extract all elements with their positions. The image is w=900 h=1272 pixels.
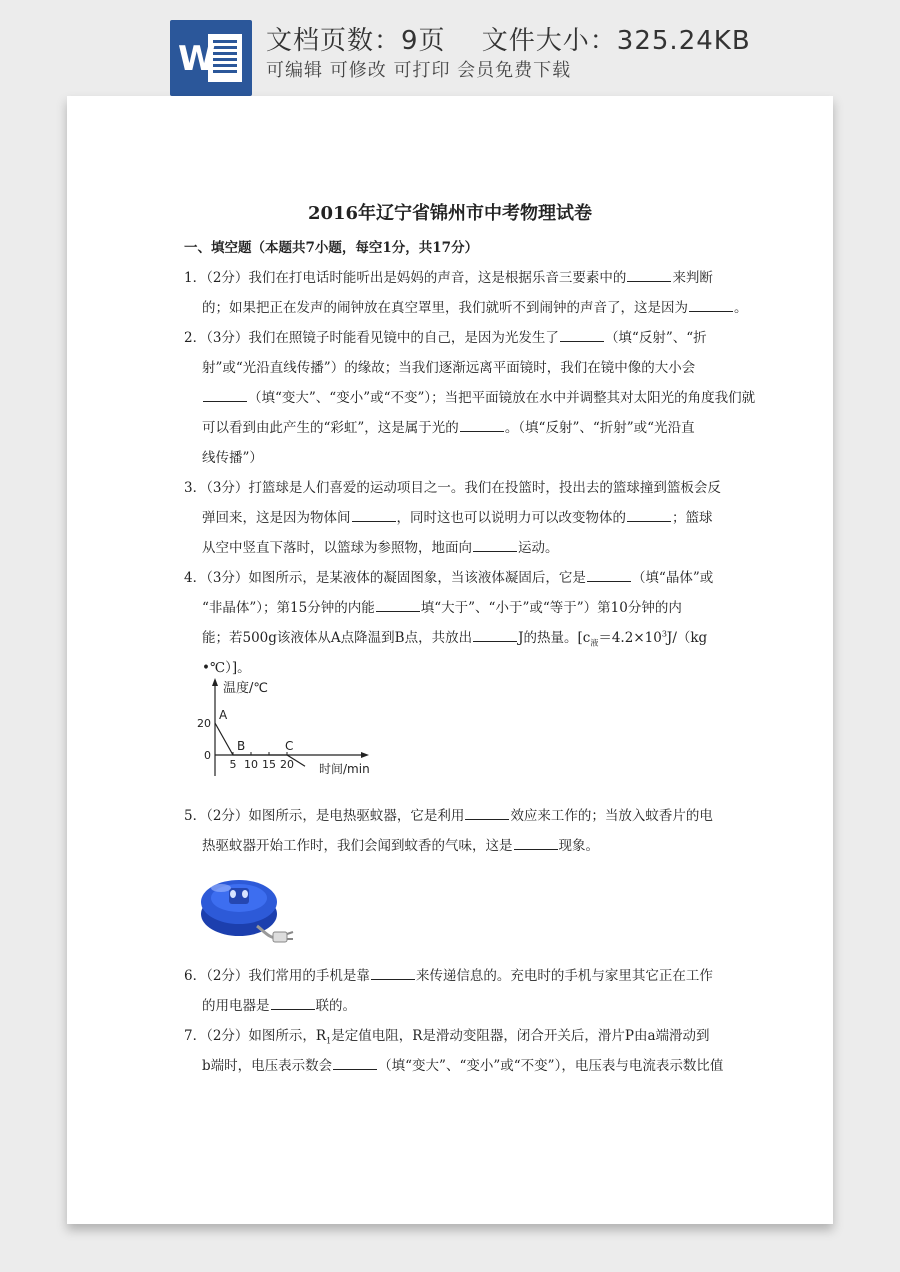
answer-blank[interactable]: [627, 269, 671, 282]
x-tick-label: 15: [262, 758, 276, 771]
question-4-line-2: “非晶体”）；第15分钟的内能 填“大于”、“小于”或“等于”）第10分钟的内: [202, 600, 682, 616]
answer-blank[interactable]: [376, 599, 420, 612]
exam-title: 2016年辽宁省锦州市中考物理试卷: [307, 203, 593, 224]
question-1-line-2: 的；如果把正在发声的闹钟放在真空罩里，我们就听不到闹钟的声音了，这是因为 。: [202, 300, 748, 316]
solidification-chart: [187, 676, 387, 786]
answer-blank[interactable]: [473, 539, 517, 552]
section-heading: 一、填空题（本题共7小题，每空1分，共17分）: [184, 240, 479, 256]
question-2-line-3: （填“变大”、“变小”或“不变”）；当把平面镜放在水中并调整其对太阳光的角度我们就: [202, 386, 755, 406]
answer-blank[interactable]: [627, 509, 671, 522]
question-4: 4．（3分）如图所示，是某液体的凝固图象，当该液体凝固后，它是 （填“晶体”或: [184, 570, 714, 586]
y-tick-label: 20: [197, 717, 211, 730]
document-banner: [0, 0, 900, 96]
question-2-line-2: 射”或“光沿直线传播”）的缘故；当我们逐渐远离平面镜时，我们在镜中像的大小会: [202, 360, 696, 376]
answer-blank[interactable]: [271, 997, 315, 1010]
question-5: 5．（2分）如图所示，是电热驱蚊器，它是利用 效应来工作的；当放入蚊香片的电: [184, 808, 713, 824]
y-axis-arrow: [212, 678, 218, 686]
banner-title: 文档页数：9页 文件大小：325.24KB: [266, 26, 751, 56]
point-label-c: C: [285, 739, 294, 753]
document-page: [67, 96, 833, 1224]
point-label-b: B: [237, 739, 246, 753]
question-1: 1．（2分）我们在打电话时能听出是妈妈的声音，这是根据乐音三要素中的 来判断: [184, 270, 713, 286]
question-6: 6．（2分）我们常用的手机是靠 来传递信息的。充电时的手机与家里其它正在工作: [184, 968, 713, 984]
question-2-line-5: 线传播”）: [202, 450, 263, 466]
answer-blank[interactable]: [587, 569, 631, 582]
question-2-line-4: 可以看到由此产生的“彩虹”，这是属于光的 。（填“反射”、“折射”或“光沿直: [202, 420, 695, 436]
answer-blank[interactable]: [465, 807, 509, 820]
x-axis-arrow: [361, 752, 369, 758]
question-6-line-2: 的用电器是 联的。: [202, 998, 356, 1014]
banner-subtitle: 可编辑 可修改 可打印 会员免费下载: [266, 60, 572, 81]
question-5-line-2: 热驱蚊器开始工作时，我们会闻到蚊香的气味，这是 现象。: [202, 838, 599, 854]
question-2: 2．（3分）我们在照镜子时能看见镜中的自己，是因为光发生了 （填“反射”、“折: [184, 330, 707, 346]
answer-blank[interactable]: [333, 1057, 377, 1070]
answer-blank[interactable]: [352, 509, 396, 522]
answer-blank[interactable]: [460, 419, 504, 432]
x-tick-label: 20: [280, 758, 294, 771]
answer-blank[interactable]: [689, 299, 733, 312]
question-7: 7．（2分）如图所示，$R_1$是定值电阻，R是滑动变阻器，闭合开关后，滑片P由a端滑动到: [184, 1028, 710, 1046]
y-tick-label: 0: [204, 749, 211, 762]
answer-blank[interactable]: [560, 329, 604, 342]
point-label-a: A: [219, 708, 228, 722]
question-4-line-3: 能；若500g该液体从A点降温到B点，共放出 J的热量。[$c_液=4.2\times 10^3J/(kg$: [202, 629, 708, 648]
y-axis-label: 温度/℃: [223, 681, 268, 696]
question-3: 3．（3分）打篮球是人们喜爱的运动项目之一。我们在投篮时，投出去的篮球撞到篮板会反: [184, 480, 721, 496]
question-4-line-4: •℃）]。: [202, 660, 251, 676]
answer-blank[interactable]: [473, 629, 517, 642]
question-3-line-3: 从空中竖直下落时，以篮球为参照物，地面向 运动。: [202, 540, 559, 556]
answer-blank[interactable]: [371, 967, 415, 980]
question-3-line-2: 弹回来，这是因为物体间 ，同时这也可以说明力可以改变物体的 ；篮球: [202, 510, 713, 526]
word-document-icon: W: [170, 20, 252, 96]
x-tick-label: 10: [244, 758, 258, 771]
mosquito-repeller-icon: [199, 868, 295, 952]
answer-blank[interactable]: [514, 837, 558, 850]
x-tick-label: 5: [229, 758, 237, 771]
x-axis-label: 时间/min: [319, 762, 370, 776]
question-7-line-2: b端时，电压表示数会 （填“变大”、“变小”或“不变”），电压表与电流表示数比值: [202, 1058, 724, 1074]
answer-blank[interactable]: [203, 389, 247, 402]
